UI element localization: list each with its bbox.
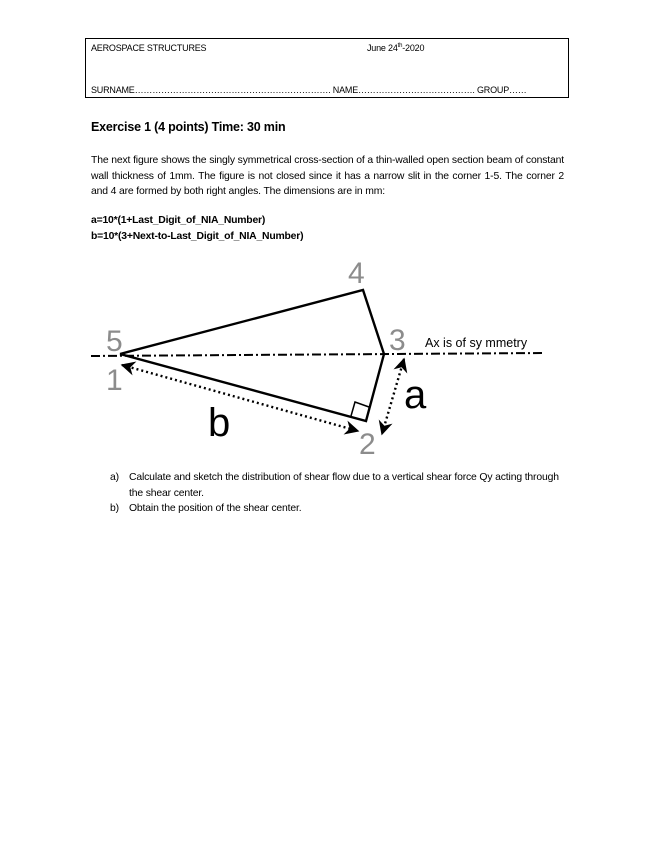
task-list <box>110 470 565 517</box>
exam-date <box>367 43 424 53</box>
exercise-description <box>91 153 564 200</box>
date-year: -2020 <box>402 43 425 53</box>
dimension-a-arrow <box>382 359 404 434</box>
exercise-title: Exercise 1 (4 points) Time: 30 min <box>91 120 286 134</box>
axis-label: Ax is of sy mmetry <box>425 336 528 350</box>
node-label-2: 2 <box>359 428 376 460</box>
node-label-1: 1 <box>106 364 123 397</box>
task-text: Obtain the position of the shear center. <box>129 503 302 515</box>
task-label: b) <box>110 503 119 515</box>
node-label-3: 3 <box>389 324 406 357</box>
task-text: Calculate and sketch the distribution of shear flow due to a vertical shear force Qy acting through the shear center. <box>129 472 559 499</box>
dimension-a-label: a <box>404 373 427 417</box>
symmetry-axis <box>91 353 543 356</box>
date-main: June 24 <box>367 43 398 53</box>
header-box <box>85 38 569 98</box>
description-text: The next figure shows the singly symmetrical cross-section of a thin-walled open section beam of constant wall thickness of 1mm. The figure is not closed since it has a narrow slit in the corner 1-5. The corner 2 and 4 are formed by both right angles. The dimensions are in mm: <box>91 155 564 198</box>
node-label-4: 4 <box>348 257 365 290</box>
dimension-b-label: b <box>208 401 231 445</box>
formula-b: b=10*(3+Next-to-Last_Digit_of_NIA_Number) <box>91 231 304 242</box>
cross-section-figure <box>0 250 655 460</box>
task-label: a) <box>110 472 119 483</box>
dimension-b-arrow <box>122 365 358 431</box>
right-angle-marker <box>351 402 369 416</box>
task-item <box>110 501 565 517</box>
node-label-5: 5 <box>106 325 123 358</box>
course-name: AEROSPACE STRUCTURES <box>91 43 207 53</box>
student-fields: SURNAME…………………………………………………………. NAME…………………………………. GROUP…… <box>91 85 527 95</box>
task-item <box>110 470 565 501</box>
date-suffix: th <box>397 43 403 49</box>
formula-a: a=10*(1+Last_Digit_of_NIA_Number) <box>91 215 266 226</box>
